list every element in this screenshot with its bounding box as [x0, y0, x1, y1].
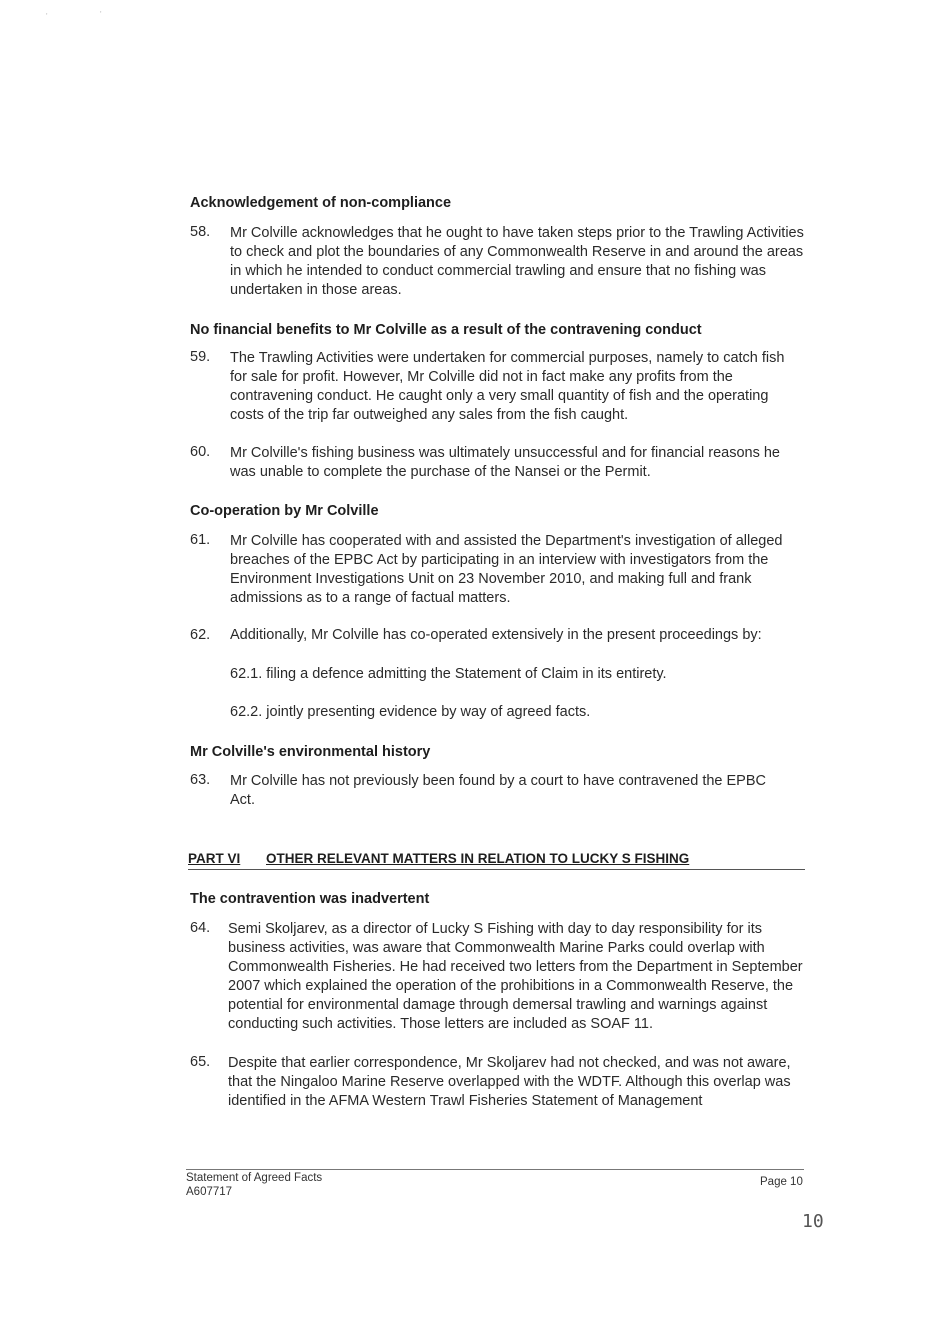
paragraph-58: Mr Colville acknowledges that he ought to have taken steps prior to the Trawling Activities to check and plot the boundaries of any Commonwealth Reserve in and around the areas in which he intended to conduct commercial trawling and ensure that no fishing was undertaken in those areas.: [230, 225, 804, 298]
part-title: OTHER RELEVANT MATTERS IN RELATION TO LUCKY S FISHING: [266, 851, 690, 866]
paragraph-number: 59.: [190, 349, 211, 365]
part-label: PART VI: [188, 851, 241, 866]
section-heading-inadvertent: The contravention was inadvertent: [190, 891, 430, 907]
footer-document-reference: A607717: [186, 1186, 233, 1198]
paragraph-number: 58.: [190, 224, 211, 240]
subparagraph-62-2: 62.2. jointly presenting evidence by way of agreed facts.: [230, 704, 591, 720]
scan-mark: ': [46, 12, 48, 21]
section-heading-cooperation: Co-operation by Mr Colville: [190, 503, 379, 519]
paragraph-64: Semi Skoljarev, as a director of Lucky S Fishing with day to day responsibility for its business activities, was aware that Commonwealth Marine Parks could overlap with Commonwealth Fisheries. He had received two letters from the Department in September 2007 which explained the operation of the prohibitions in a Commonwealth Reserve, the potential for environmental damage through demersal trawling and warnings against conducting such activities. Those letters are included as SOAF 11.: [228, 921, 803, 1032]
paragraph-60: Mr Colville's fishing business was ultimately unsuccessful and for financial reasons he was unable to complete the purchase of the Nansei or the Permit.: [230, 445, 780, 480]
part-underline: [188, 869, 805, 870]
footer-rule: [186, 1169, 804, 1170]
paragraph-number: 60.: [190, 444, 211, 460]
section-heading-no-financial-benefits: No financial benefits to Mr Colville as a result of the contravening conduct: [190, 322, 702, 338]
paragraph-number: 65.: [190, 1054, 211, 1070]
footer-page-label: Page 10: [760, 1176, 803, 1188]
scan-mark: ': [100, 10, 102, 19]
section-heading-environmental-history: Mr Colville's environmental history: [190, 744, 431, 760]
paragraph-59: The Trawling Activities were undertaken for commercial purposes, namely to catch fish for sale for profit. However, Mr Colville did not in fact make any profits from the contravening conduct. He caught only a very small quantity of fish and the operating costs of the trip far outweighed any sales from the fish caught.: [230, 350, 785, 423]
paragraph-number: 62.: [190, 627, 211, 643]
paragraph-number: 64.: [190, 920, 211, 936]
paragraph-61: Mr Colville has cooperated with and assisted the Department's investigation of alleged breaches of the EPBC Act by participating in an interview with investigators from the Environment Investigations Unit on 23 November 2010, and making full and frank admissions as to a range of factual matters.: [230, 533, 783, 606]
paragraph-62: Additionally, Mr Colville has co-operated extensively in the present proceedings by:: [230, 627, 762, 643]
paragraph-63: Mr Colville has not previously been found by a court to have contravened the EPBC Act.: [230, 773, 766, 808]
paragraph-number: 63.: [190, 772, 211, 788]
paragraph-65: Despite that earlier correspondence, Mr Skoljarev had not checked, and was not aware, that the Ningaloo Marine Reserve overlapped with the WDTF. Although this overlap was identified in the AFMA Western Trawl Fisheries Statement of Management: [228, 1055, 791, 1109]
page-number: 10: [802, 1211, 824, 1232]
subparagraph-62-1: 62.1. filing a defence admitting the Statement of Claim in its entirety.: [230, 666, 667, 682]
paragraph-number: 61.: [190, 532, 211, 548]
footer-document-title: Statement of Agreed Facts: [186, 1172, 323, 1184]
section-heading-acknowledgement: Acknowledgement of non-compliance: [190, 195, 452, 211]
